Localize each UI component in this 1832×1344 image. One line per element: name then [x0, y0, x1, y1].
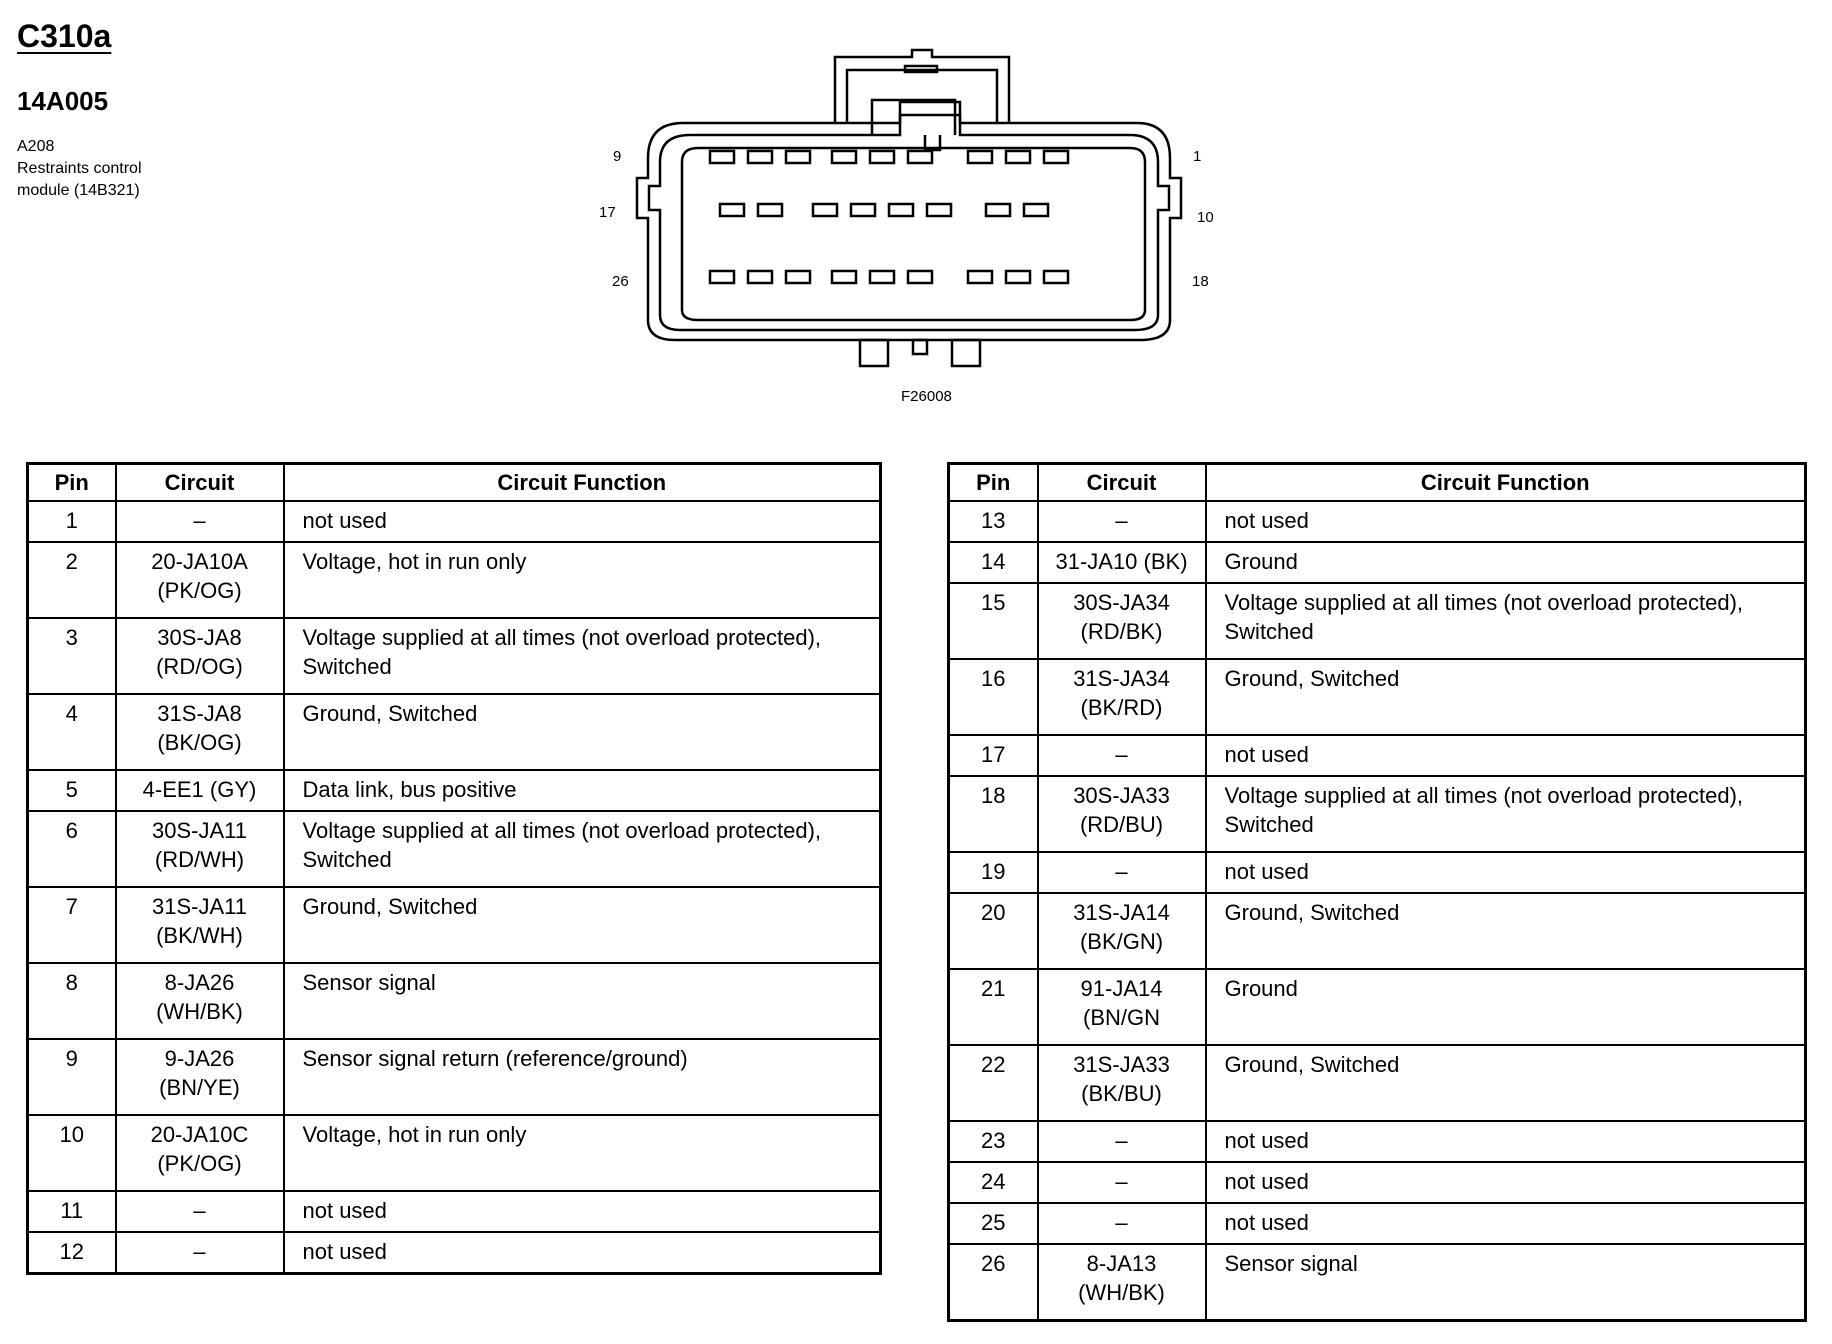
- circuit-cell: 31-JA10 (BK): [1038, 542, 1206, 583]
- right-table-body: [949, 501, 1806, 1321]
- table-row: [949, 583, 1806, 659]
- connector-description: [17, 136, 142, 202]
- circuit-cell: –: [116, 1191, 284, 1232]
- column-header-function: Circuit Function: [284, 464, 881, 502]
- circuit-cell: –: [1038, 1162, 1206, 1203]
- bottom-tab: [913, 340, 927, 354]
- function-cell: not used: [1206, 852, 1806, 893]
- pin-cell: 3: [28, 618, 116, 694]
- table-row: [949, 735, 1806, 776]
- housing-outline: [637, 102, 1181, 340]
- function-cell: Sensor signal: [1206, 1244, 1806, 1321]
- left-table-body: [28, 501, 881, 1274]
- description-line: Restraints control: [17, 160, 142, 177]
- circuit-cell: 4-EE1 (GY): [116, 770, 284, 811]
- table-row: [949, 542, 1806, 583]
- pin-cell: 2: [28, 542, 116, 618]
- function-cell: not used: [1206, 1121, 1806, 1162]
- function-cell: Ground: [1206, 969, 1806, 1045]
- table-header-row: [28, 464, 881, 502]
- table-row: [949, 1121, 1806, 1162]
- circuit-cell: –: [1038, 735, 1206, 776]
- pin-label-18: 18: [1192, 273, 1209, 290]
- circuit-cell: 31S-JA8 (BK/OG): [116, 694, 284, 770]
- function-cell: not used: [284, 1232, 881, 1274]
- pin-cell: 25: [949, 1203, 1038, 1244]
- circuit-cell: 30S-JA11 (RD/WH): [116, 811, 284, 887]
- circuit-cell: 30S-JA8 (RD/OG): [116, 618, 284, 694]
- column-header-circuit: Circuit: [116, 464, 284, 502]
- circuit-cell: –: [1038, 501, 1206, 542]
- function-cell: Voltage supplied at all times (not overload protected), Switched: [1206, 776, 1806, 852]
- pin-cell: 20: [949, 893, 1038, 969]
- pin-table-right: [947, 462, 1807, 1322]
- function-cell: Data link, bus positive: [284, 770, 881, 811]
- circuit-cell: 31S-JA11 (BK/WH): [116, 887, 284, 963]
- table-row: [28, 694, 881, 770]
- pin-cell: 17: [949, 735, 1038, 776]
- pin-cell: 13: [949, 501, 1038, 542]
- table-row: [949, 852, 1806, 893]
- circuit-cell: –: [1038, 1203, 1206, 1244]
- function-cell: Voltage, hot in run only: [284, 1115, 881, 1191]
- function-cell: Sensor signal return (reference/ground): [284, 1039, 881, 1115]
- function-cell: Voltage supplied at all times (not overload protected), Switched: [284, 618, 881, 694]
- circuit-cell: 9-JA26 (BN/YE): [116, 1039, 284, 1115]
- table-row: [949, 776, 1806, 852]
- description-line: A208: [17, 138, 55, 155]
- pin-label-17: 17: [599, 204, 616, 221]
- function-cell: Voltage, hot in run only: [284, 542, 881, 618]
- latch-outline: [835, 50, 1009, 123]
- circuit-cell: 8-JA26 (WH/BK): [116, 963, 284, 1039]
- table-row: [28, 887, 881, 963]
- connector-face-diagram: [599, 40, 1214, 370]
- pin-table-left: [26, 462, 882, 1275]
- circuit-cell: –: [116, 501, 284, 542]
- table-row: [949, 893, 1806, 969]
- table-row: [28, 1039, 881, 1115]
- function-cell: Ground, Switched: [284, 694, 881, 770]
- pin-cell: 10: [28, 1115, 116, 1191]
- table-row: [28, 542, 881, 618]
- circuit-cell: 31S-JA34 (BK/RD): [1038, 659, 1206, 735]
- pin-row-middle: [720, 204, 1048, 216]
- pin-cell: 6: [28, 811, 116, 887]
- circuit-cell: –: [1038, 852, 1206, 893]
- description-line: module (14B321): [17, 182, 140, 199]
- table-row: [949, 1244, 1806, 1321]
- table-row: [949, 1162, 1806, 1203]
- function-cell: not used: [284, 501, 881, 542]
- function-cell: not used: [1206, 1203, 1806, 1244]
- pin-label-10: 10: [1197, 209, 1214, 226]
- function-cell: Ground, Switched: [1206, 893, 1806, 969]
- bottom-tab: [952, 340, 980, 366]
- table-row: [28, 811, 881, 887]
- pin-cell: 7: [28, 887, 116, 963]
- table-row: [28, 618, 881, 694]
- circuit-cell: 31S-JA14 (BK/GN): [1038, 893, 1206, 969]
- pin-cell: 21: [949, 969, 1038, 1045]
- table-row: [28, 963, 881, 1039]
- table-row: [28, 1191, 881, 1232]
- pin-cell: 23: [949, 1121, 1038, 1162]
- function-cell: Sensor signal: [284, 963, 881, 1039]
- cavity-outline: [682, 148, 1145, 320]
- table-row: [28, 501, 881, 542]
- column-header-pin: Pin: [28, 464, 116, 502]
- bottom-tab: [860, 340, 888, 366]
- pin-cell: 1: [28, 501, 116, 542]
- pin-cell: 5: [28, 770, 116, 811]
- function-cell: not used: [1206, 501, 1806, 542]
- function-cell: Ground, Switched: [1206, 659, 1806, 735]
- pin-cell: 4: [28, 694, 116, 770]
- function-cell: Ground: [1206, 542, 1806, 583]
- table-row: [949, 1045, 1806, 1121]
- function-cell: not used: [1206, 735, 1806, 776]
- part-number: 14A005: [17, 86, 109, 116]
- circuit-cell: –: [116, 1232, 284, 1274]
- pin-cell: 24: [949, 1162, 1038, 1203]
- pin-cell: 26: [949, 1244, 1038, 1321]
- pin-cell: 8: [28, 963, 116, 1039]
- function-cell: not used: [1206, 1162, 1806, 1203]
- table-row: [28, 1115, 881, 1191]
- function-cell: Ground, Switched: [1206, 1045, 1806, 1121]
- table-row: [28, 770, 881, 811]
- function-cell: not used: [284, 1191, 881, 1232]
- column-header-circuit: Circuit: [1038, 464, 1206, 502]
- table-row: [949, 969, 1806, 1045]
- pin-row-top: [710, 151, 1068, 163]
- pin-label-9: 9: [613, 148, 622, 165]
- pin-cell: 9: [28, 1039, 116, 1115]
- connector-code: C310a: [17, 18, 112, 54]
- table-row: [949, 501, 1806, 542]
- table-header-row: [949, 464, 1806, 502]
- circuit-cell: 91-JA14 (BN/GN: [1038, 969, 1206, 1045]
- pin-row-bottom: [710, 271, 1068, 283]
- pin-cell: 19: [949, 852, 1038, 893]
- circuit-cell: 31S-JA33 (BK/BU): [1038, 1045, 1206, 1121]
- circuit-cell: –: [1038, 1121, 1206, 1162]
- pin-label-26: 26: [612, 273, 629, 290]
- table-row: [949, 1203, 1806, 1244]
- function-cell: Voltage supplied at all times (not overload protected), Switched: [1206, 583, 1806, 659]
- pin-cell: 22: [949, 1045, 1038, 1121]
- pin-cell: 12: [28, 1232, 116, 1274]
- pin-cell: 14: [949, 542, 1038, 583]
- pin-label-1: 1: [1193, 148, 1202, 165]
- pin-cell: 16: [949, 659, 1038, 735]
- table-row: [949, 659, 1806, 735]
- circuit-cell: 20-JA10A (PK/OG): [116, 542, 284, 618]
- column-header-pin: Pin: [949, 464, 1038, 502]
- figure-id: F26008: [901, 388, 952, 405]
- function-cell: Ground, Switched: [284, 887, 881, 963]
- circuit-cell: 8-JA13 (WH/BK): [1038, 1244, 1206, 1321]
- circuit-cell: 30S-JA33 (RD/BU): [1038, 776, 1206, 852]
- pin-cell: 18: [949, 776, 1038, 852]
- circuit-cell: 20-JA10C (PK/OG): [116, 1115, 284, 1191]
- table-row: [28, 1232, 881, 1274]
- pin-cell: 11: [28, 1191, 116, 1232]
- function-cell: Voltage supplied at all times (not overload protected), Switched: [284, 811, 881, 887]
- column-header-function: Circuit Function: [1206, 464, 1806, 502]
- circuit-cell: 30S-JA34 (RD/BK): [1038, 583, 1206, 659]
- pin-cell: 15: [949, 583, 1038, 659]
